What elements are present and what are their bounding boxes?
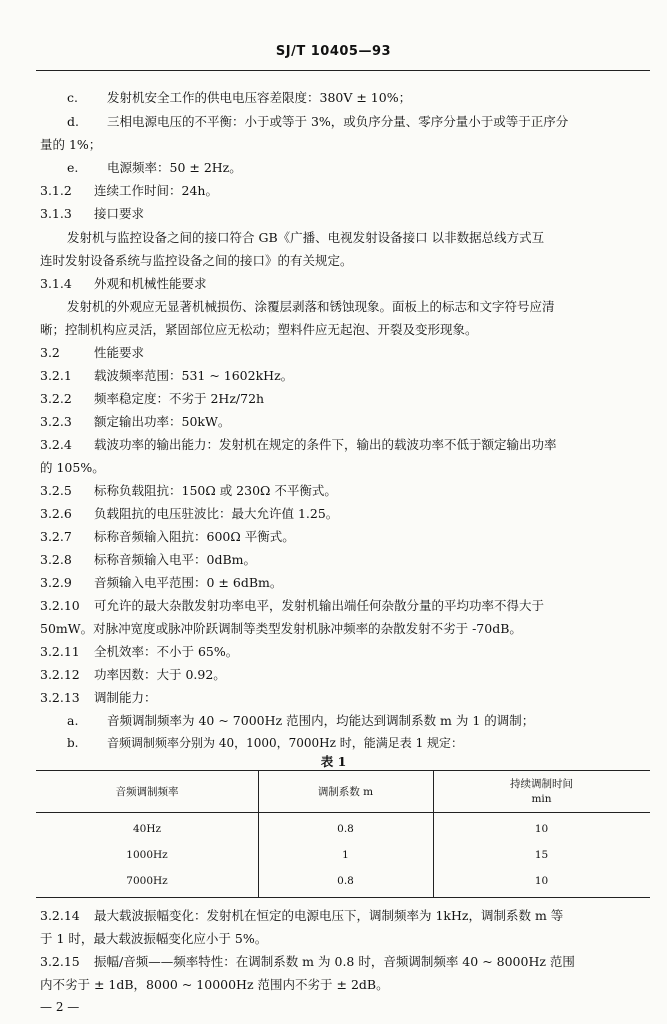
section-line: 3.2.6 负载阻抗的电压驻波比：最大允许值 1.25。	[40, 506, 339, 521]
section-line: 3.2.3 额定输出功率：50kW。	[40, 414, 231, 429]
table-header: 音频调制频率	[115, 786, 179, 798]
header-rule	[36, 70, 650, 71]
section-line: 3.2.2 频率稳定度：不劣于 2Hz/72h	[40, 391, 265, 406]
text-line: 发射机与监控设备之间的接口符合 GB《广播、电视发射设备接口 以非数据总线方式互	[67, 230, 545, 245]
section-line: 3.2.4 载波功率的输出能力：发射机在规定的条件下，输出的载波功率不低于额定输出功率	[40, 437, 557, 452]
text-line: a. 音频调制频率为 40 ~ 7000Hz 范围内，均能达到调制系数 m 为 1 的调制；	[67, 713, 535, 728]
text-line: 于 1 时，最大载波振幅变化应小于 5%。	[40, 931, 268, 946]
text-line: 发射机的外观应无显著机械损伤、涂覆层剥落和锈蚀现象。面板上的标志和文字符号应清	[67, 299, 555, 314]
text-line: 的 105%。	[40, 460, 105, 475]
text-line: 内不劣于 ± 1dB，8000 ~ 10000Hz 范围内不劣于 ± 2dB。	[40, 977, 389, 992]
section-line: 3.2.11 全机效率：不小于 65%。	[40, 644, 239, 659]
section-line: 3.1.3 接口要求	[40, 206, 145, 221]
section-line: 3.2.8 标称音频输入电平：0dBm。	[40, 552, 256, 567]
section-line: 3.2.12 功率因数：大于 0.92。	[40, 667, 226, 682]
section-line: 3.2.10 可允许的最大杂散发射功率电平，发射机输出端任何杂散分量的平均功率不得大于	[40, 598, 545, 613]
page-header: SJ/T 10405—93	[275, 44, 392, 59]
table-top-rule	[36, 770, 650, 771]
table-title: 表 1	[320, 754, 347, 769]
text-line: 连时发射设备系统与监控设备之间的接口》的有关规定。	[40, 253, 353, 268]
table-cell: 10	[534, 875, 549, 887]
section-line: 3.2.14 最大载波振幅变化：发射机在恒定的电源电压下，调制频率为 1kHz，调制系数 m 等	[40, 908, 564, 923]
text-line: 50mW。对脉冲宽度或脉冲阶跃调制等类型发射机脉冲频率的杂散发射不劣于 -70dB。	[40, 621, 522, 636]
text-line: e. 电源频率：50 ± 2Hz。	[67, 160, 242, 175]
text-line: c. 发射机安全工作的供电电压容差限度：380V ± 10%；	[67, 90, 412, 105]
table-bottom-rule	[36, 897, 650, 898]
section-line: 3.2.1 载波频率范围：531 ~ 1602kHz。	[40, 368, 294, 383]
text-line: 量的 1%；	[40, 137, 102, 152]
text-line: b. 音频调制频率分别为 40，1000，7000Hz 时，能满足表 1 规定：	[67, 736, 464, 750]
text-line: d. 三相电源电压的不平衡：小于或等于 3%，或负序分量、零序分量小于或等于正序分	[67, 114, 569, 129]
table-cell: 0.8	[337, 823, 354, 835]
section-line: 3.2 性能要求	[40, 345, 145, 360]
table-cell: 1	[342, 849, 349, 861]
section-line: 3.2.9 音频输入电平范围：0 ± 6dBm。	[40, 575, 283, 590]
section-line: 3.2.7 标称音频输入阻抗：600Ω 平衡式。	[40, 529, 295, 544]
table-cell: 10	[534, 823, 549, 835]
section-line: 3.1.4 外观和机械性能要求	[40, 276, 207, 291]
table-header: 持续调制时间	[510, 778, 573, 790]
section-line: 3.2.5 标称负载阻抗：150Ω 或 230Ω 不平衡式。	[40, 483, 337, 498]
section-line: 3.1.2 连续工作时间：24h。	[40, 183, 218, 198]
table-header-rule	[36, 812, 650, 813]
table-cell: 40Hz	[132, 823, 162, 835]
table-cell: 15	[534, 849, 549, 861]
table-cell: 0.8	[337, 875, 354, 887]
section-line: 3.2.15 振幅/音频——频率特性：在调制系数 m 为 0.8 时，音频调制频率 40 ~ 8000Hz 范围	[40, 954, 575, 969]
table-cell: 1000Hz	[126, 849, 168, 861]
table-header-unit: min	[531, 793, 552, 805]
section-line: 3.2.13 调制能力：	[40, 690, 157, 705]
table-header: 调制系数 m	[317, 786, 374, 798]
text-line: 晰；控制机构应灵活，紧固部位应无松动；塑料件应无起泡、开裂及变形现象。	[40, 322, 478, 337]
table-cell: 7000Hz	[126, 875, 168, 887]
page-number: — 2 —	[40, 1000, 80, 1014]
